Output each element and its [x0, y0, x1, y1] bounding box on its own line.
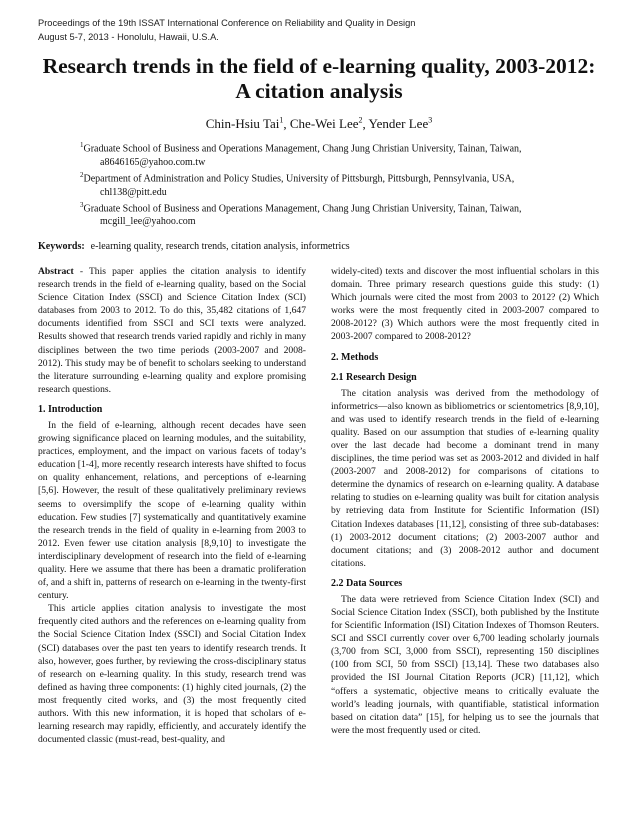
data-sources-heading: 2.2 Data Sources	[331, 577, 403, 589]
abstract	[38, 265, 306, 396]
running-header	[38, 16, 415, 44]
paper-title	[20, 54, 618, 104]
intro-paragraph-1: In the field of e-learning, although recent decades have seen growing significance placed on learning modules, and the suitability, practices, employment, and the impact on various facets of today’s education [1-4], more recently research interests have shifted to focus on quality enhancement, relations, and perceptions of e-learning [5,6]. However, the result of these qualitatively preliminary reviews seems to oversimplify the scope of e-learning quality within education. Few studies [7] systematically and quantitatively examine the research trends in the field of quality in e-learning from 2003 to 2012. Even fewer use citation analysis [8,9,10] to investigate the interdisciplinary development of research into the field of e-learning quality. Here we assume that there has been a dramatic proliferation of, and a shift in, patterns of research on e-learning in the twenty-first century.	[38, 419, 306, 602]
research-design-paragraph: The citation analysis was derived from the methodology of informetrics—also known as bibliometrics or scientometrics [8,9,10], and was used to identify research trends in the field of e-learning quality. Based on our assumption that studies of e-learning quality over the last decade had become a dominant trend in many disciplines, the time period was set as 2003-2012 and divided in half (2003-2007 and 2008-2012) for comparisons of citations to determine the dynamics of research on e-learning quality. A database relating to studies on e-learning quality was built for citation analysis by retrieving data from Institute for Scientific Information (ISI) Citation Indexes databases [11,12], consisting of three sub-databases: (1) 2003-2012 document citations; (2) 2003-2007 author and document citations; and (3) 2008-2012 author and document citations.	[331, 387, 599, 569]
title-line1: Research trends in the field of e-learning quality, 2003-2012:	[42, 54, 596, 78]
title-line2: A citation analysis	[235, 79, 403, 103]
keywords-text: e-learning quality, research trends, citation analysis, informetrics	[90, 241, 350, 252]
author-1: Chin-Hsiu Tai$^1$	[205, 116, 284, 132]
affiliation-3: $^3$Graduate School of Business and Operations Management, Chang Jung Christian University, Tainan, Taiwan, mcgill_lee@yahoo.com	[80, 199, 580, 229]
methods-heading: 2. Methods	[331, 351, 379, 363]
author-list: Chin-Hsiu Tai$^1$, Che-Wei Lee$^2$, Yender Lee$^3$	[205, 116, 433, 132]
affiliation-2: $^2$Department of Administration and Policy Studies, University of Pittsburgh, Pittsburgh, Pennsylvania, USA, chl138@pitt.edu	[80, 169, 580, 199]
author-3: Yender Lee$^3$	[368, 116, 433, 132]
abstract-text: - This paper applies the citation analysis to identify research trends in the field of e-learning quality, based on the Social Science Citation Index (SSCI) and Science Citation Index (SCI) databases from 2003 to 2012. To do this, 35,482 citations of 1,647 documents identified from SSCI and SCI texts were analyzed. Results showed that research trends varied rapidly and richly in many disciplines between the two time periods (2003-2007 and 2008-2012). This study may be of benefit to scholars seeking to understand the literature surrounding e-learning quality and explore promising research questions.	[38, 266, 306, 395]
intro-continued: widely-cited) texts and discover the most influential scholars in this domain. Three primary research questions guide this study: (1) Which journals were cited the most from 2003 to 2012? (2) Which works were the most frequently cited in 2003-2007 compared to 2008-2012? (3) Which authors were the most frequently cited in 2003-2007 compared to 2008-2012?	[331, 266, 599, 343]
author-2: Che-Wei Lee$^2$	[289, 116, 363, 132]
affiliation-1-email: a8646165@yahoo.com.tw	[100, 156, 206, 168]
running-header-line1: Proceedings of the 19th ISSAT International Conference on Reliability and Quality in Design	[38, 18, 416, 28]
affiliation-3-email: mcgill_lee@yahoo.com	[100, 216, 196, 228]
right-column	[331, 265, 599, 737]
keywords	[38, 241, 603, 252]
data-sources-paragraph: The data were retrieved from Science Citation Index (SCI) and Social Science Citation Index (SSCI), both published by the Institute for Scientific Information (ISI) Citation Indexes of Thomson Reuters. SCI and SSCI currently cover over 6,700 leading scholarly journals (3,700 from SCI, 3,000 from SSCI), representing 150 disciplines (100 from SCI, 50 from SSCI) [13,14]. These two databases also provided the ISI Journal Citation Reports (JCR) [11,12], which “offers a systematic, objective means to critically evaluate the world’s leading journals, with quantifiable, statistical information based on citation data” [15], for helping us to see the journals that were the most frequently used or cited.	[331, 593, 599, 736]
affiliation-2-email: chl138@pitt.edu	[100, 186, 167, 198]
keywords-label: Keywords:	[38, 241, 85, 252]
intro-paragraph-2: This article applies citation analysis to investigate the most frequently cited authors and the references on e-learning quality from the Social Science Citation Index (SSCI) and Social Citation Index (SCI) databases over the past ten years to identify research trends. It also, however, goes further, by reviewing the cross-disciplinary status of research on e-learning quality. In this study, research trend was defined as having three components: (1) highly cited journals, (2) the most frequently cited works, and (3) the most frequently cited authors. With this new information, it is hoped that scholars of e-learning research may rapidly, efficiently, and accurately identify the documented classic (must-read, best-quality, and	[38, 603, 306, 746]
affiliations	[80, 139, 580, 229]
abstract-label: Abstract	[38, 266, 74, 277]
running-header-line2: August 5-7, 2013 - Honolulu, Hawaii, U.S.A.	[38, 32, 219, 42]
research-design-heading: 2.1 Research Design	[331, 371, 417, 383]
intro-heading: 1. Introduction	[38, 403, 103, 415]
left-column	[38, 265, 306, 746]
affiliation-1: $^1$Graduate School of Business and Operations Management, Chang Jung Christian University, Tainan, Taiwan, a8646165@yahoo.com.tw	[80, 139, 580, 169]
